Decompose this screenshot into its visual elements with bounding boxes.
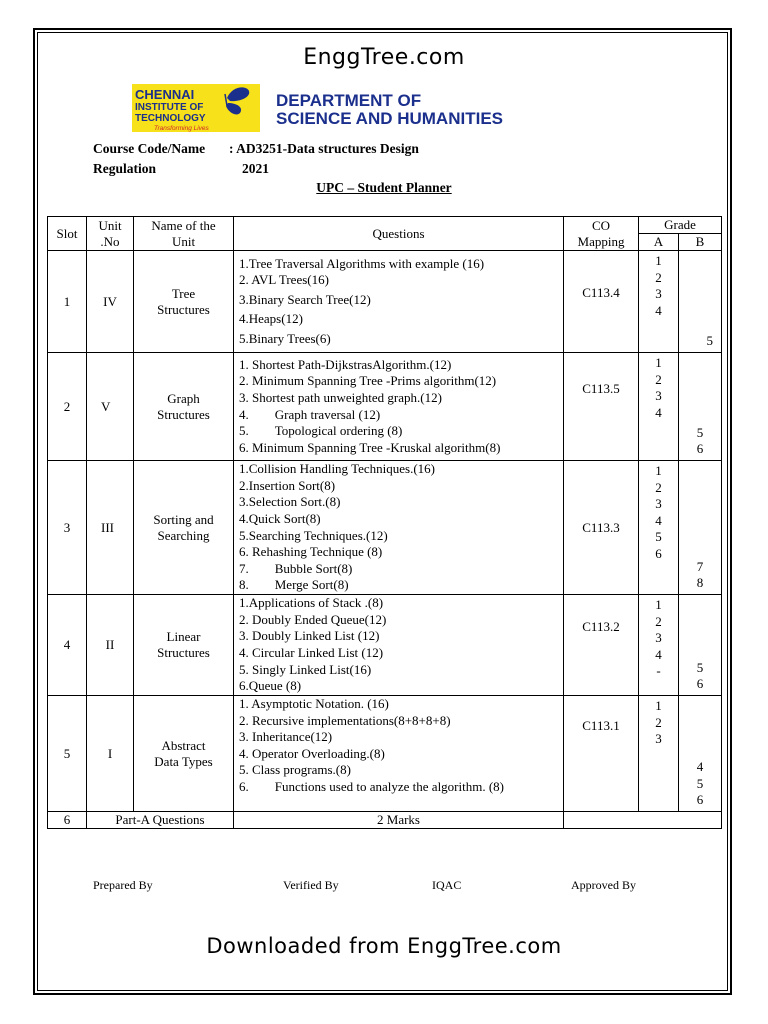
table-footer-row [48,812,722,829]
header-grade-a: A [639,234,679,251]
grade-a-cell: 1 2 3 4 [639,251,679,353]
logo-institute: INSTITUTE OF [135,102,204,113]
question-item: 4.Quick Sort(8) [239,510,321,526]
co-mapping-cell: C113.1 [564,696,639,812]
question-item: 8. Merge Sort(8) [239,577,349,593]
grade-b-cell: 5 6 [679,595,722,696]
logo-dept-line2: SCIENCE AND HUMANITIES [276,109,503,128]
co-mapping-cell: C113.3 [564,461,639,595]
logo-chennai: CHENNAI [135,87,195,102]
slot-cell: 4 [48,595,87,696]
question-item: 1. Shortest Path-DijkstrasAlgorithm.(12) [239,356,452,372]
question-item: 1. Asymptotic Notation. (16) [239,696,389,711]
unit-name-cell: Linear Structures [134,595,234,696]
slot-cell: 5 [48,696,87,812]
questions-cell [234,353,564,461]
regulation-value: 2021 [242,161,269,176]
question-item: 2. AVL Trees(16) [239,272,329,288]
question-item: 7. Bubble Sort(8) [239,560,353,576]
question-item: 3.Binary Search Tree(12) [239,291,371,307]
question-item: 4. Circular Linked List (12) [239,645,384,660]
course-code-value: : AD3251-Data structures Design [229,141,419,156]
slot-cell: 2 [48,353,87,461]
unit-cell: IV [87,251,134,353]
question-item: 3. Shortest path unweighted graph.(12) [239,389,442,405]
unit-cell: III [87,461,134,595]
question-item: 4. Graph traversal (12) [239,406,381,422]
question-item: 5. Singly Linked List(16) [239,661,372,677]
grade-a-cell: 1 2 3 [639,696,679,812]
question-item: 2.Insertion Sort(8) [239,477,336,493]
logo-dept-line1: DEPARTMENT OF [276,91,422,110]
question-item: 5. Topological ordering (8) [239,423,403,439]
unit-cell: V [87,353,134,461]
planner-table [47,216,722,829]
slot-cell: 1 [48,251,87,353]
question-item: 1.Tree Traversal Algorithms with example (16) [239,255,485,271]
header-unit-name: Name of the Unit [134,217,234,251]
unit-cell: I [87,696,134,812]
site-header[interactable]: EnggTree.com [303,45,465,70]
slot-cell: 3 [48,461,87,595]
approved-by-label: Approved By [571,878,636,892]
grade-a-cell: 1 2 3 4 - [639,595,679,696]
grade-b-cell: 5 6 [679,353,722,461]
header-grade: Grade [639,217,722,234]
planner-title: UPC – Student Planner [316,180,452,195]
table-row [48,696,722,812]
part-a-cell: Part-A Questions [87,812,234,829]
table-row [48,461,722,595]
question-item: 3. Doubly Linked List (12) [239,628,380,644]
unit-name-cell: Sorting and Searching [134,461,234,595]
header-slot: Slot [48,217,87,251]
iqac-label: IQAC [432,878,462,892]
questions-cell [234,461,564,595]
table-row [48,353,722,461]
download-footer[interactable]: Downloaded from EnggTree.com [206,934,562,958]
question-item: 6. Rehashing Technique (8) [239,544,383,560]
unit-name-cell: Tree Structures [134,251,234,353]
header-co-mapping: CO Mapping [564,217,639,251]
footer-empty-cell [564,812,722,829]
question-item: 6. Functions used to analyze the algorithm. (8) [239,778,505,794]
questions-cell [234,595,564,696]
question-item: 2. Minimum Spanning Tree -Prims algorithm(12) [239,373,497,389]
question-item: 6.Queue (8) [239,678,302,694]
question-item: 4.Heaps(12) [239,311,303,327]
footer-slot-cell: 6 [48,812,87,829]
header-unit-no: Unit .No [87,217,134,251]
grade-b-cell: 4 5 6 [679,696,722,812]
header-grade-b: B [679,234,722,251]
regulation-label: Regulation [93,161,157,176]
question-item: 5.Binary Trees(6) [239,330,331,346]
question-item: 3.Selection Sort.(8) [239,494,341,510]
header-questions: Questions [234,217,564,251]
unit-cell: II [87,595,134,696]
co-mapping-cell: C113.5 [564,353,639,461]
question-item: 5.Searching Techniques.(12) [239,527,388,543]
question-item: 6. Minimum Spanning Tree -Kruskal algorithm(8) [239,439,501,455]
grade-b-cell: 5 [679,251,722,353]
logo-tagline: Transforming Lives [154,125,209,132]
questions-cell [234,696,564,812]
marks-cell: 2 Marks [234,812,564,829]
question-item: 1.Applications of Stack .(8) [239,595,384,611]
verified-by-label: Verified By [283,878,339,892]
grade-a-cell: 1 2 3 4 [639,353,679,461]
question-item: 2. Recursive implementations(8+8+8+8) [239,712,451,728]
table-header-row [48,217,722,234]
unit-name-cell: Abstract Data Types [134,696,234,812]
prepared-by-label: Prepared By [93,878,153,892]
course-code-label: Course Code/Name [93,141,206,156]
grade-a-cell: 1 2 3 4 5 6 [639,461,679,595]
question-item: 2. Doubly Ended Queue(12) [239,611,387,627]
questions-cell [234,251,564,353]
co-mapping-cell: C113.2 [564,595,639,696]
table-row [48,251,722,353]
question-item: 1.Collision Handling Techniques.(16) [239,461,435,477]
question-item: 5. Class programs.(8) [239,762,351,778]
co-mapping-cell: C113.4 [564,251,639,353]
college-logo [132,82,576,134]
unit-name-cell: Graph Structures [134,353,234,461]
question-item: 3. Inheritance(12) [239,729,333,745]
question-item: 4. Operator Overloading.(8) [239,745,385,761]
grade-b-cell: 7 8 [679,461,722,595]
table-row [48,595,722,696]
logo-technology: TECHNOLOGY [135,113,206,124]
